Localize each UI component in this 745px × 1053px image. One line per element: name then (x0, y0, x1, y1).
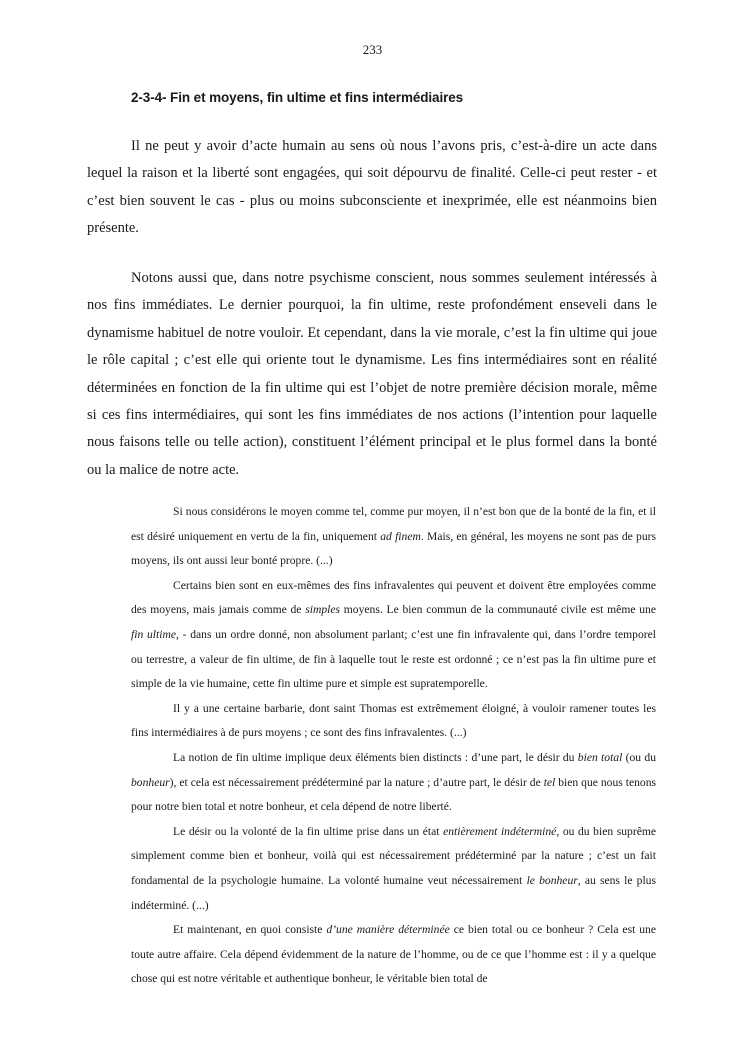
quote-paragraph-2: Certains bien sont en eux-mêmes des fins infravalentes qui peuvent et doivent être employées comme des moyens, mais jamais comme de simples moyens. Le bien commun de la communauté civile est même une fin ultime, - dans un ordre donné, non absolument parlant; c’est une fin infravalente qui, dans l’ordre temporel ou terrestre, a valeur de fin ultime, de fin à laquelle tout le reste est ordonné ; ce n’est pas la fin ultime pure et simple de la vie humaine, cette fin ultime pure et simple est supratemporelle. (131, 578, 656, 691)
page-number: 233 (362, 42, 383, 57)
quote-paragraph-5: Le désir ou la volonté de la fin ultime prise dans un état entièrement indéterminé, ou du bien suprême simplement comme bien et bonheur, voilà qui est nécessairement prédéterminé par la nature ; c’est un fait fondamental de la psychologie humaine. La volonté humaine veut nécessairement le bonheur, au sens le plus indéterminé. (...) (131, 824, 656, 912)
quote-paragraph-6: Et maintenant, en quoi consiste d’une manière déterminée ce bien total ou ce bonheur ? Cela est une toute autre affaire. Cela dépend évidemment de la nature de l’homme, ou de ce que l’homme est : il y a quelque chose qui est notre véritable et authentique bonheur, le véritable bien total de (131, 923, 657, 986)
quote-paragraph-3: Il y a une certaine barbarie, dont saint Thomas est extrêmement éloigné, à vouloir ramener toutes les fins intermédiaires à de purs moyens ; ce sont des fins infravalentes. (...) (131, 701, 656, 740)
paragraph-1: Il ne peut y avoir d’acte humain au sens où nous l’avons pris, c’est-à-dire un acte dans lequel la raison et la liberté sont engagées, qui soit dépourvu de finalité. Celle-ci peut rester - et c’est bien souvent le cas - plus ou moins subconsciente et inexprimée, elle est néanmoins bien présente. (87, 138, 657, 237)
block-quote (131, 500, 656, 992)
paragraph-2: Notons aussi que, dans notre psychisme conscient, nous sommes seulement intéressés à nos fins immédiates. Le dernier pourquoi, la fin ultime, reste profondément enseveli dans le dynamisme habituel de notre vouloir. Et cependant, dans la vie morale, c’est la fin ultime qui joue le rôle capital ; c’est elle qui oriente tout le dynamisme. Les fins intermédiaires sont en réalité déterminées en fonction de la fin ultime qui est l’objet de notre première décision morale, même si ces fins intermédiaires, qui sont les fins immédiates de nos actions (l’intention pour laquelle nous faisons telle ou telle action), constituent l’élément principal et le plus formel dans la bonté ou la malice de notre acte. (87, 270, 657, 478)
section-heading: 2-3-4- Fin et moyens, fin ultime et fins intermédiaires (131, 90, 464, 105)
quote-paragraph-4: La notion de fin ultime implique deux éléments bien distincts : d’une part, le désir du bien total (ou du bonheur), et cela est nécessairement prédéterminé par la nature ; d’autre part, le désir de tel bien que nous tenons pour notre bien total et notre bonheur, et cela dépend de notre liberté. (131, 750, 657, 814)
quote-paragraph-1: Si nous considérons le moyen comme tel, comme pur moyen, il n’est bon que de la bonté de la fin, et il est désiré uniquement en vertu de la fin, uniquement ad finem. Mais, en général, les moyens ne sont pas de purs moyens, ils ont aussi leur bonté propre. (...) (131, 505, 656, 568)
